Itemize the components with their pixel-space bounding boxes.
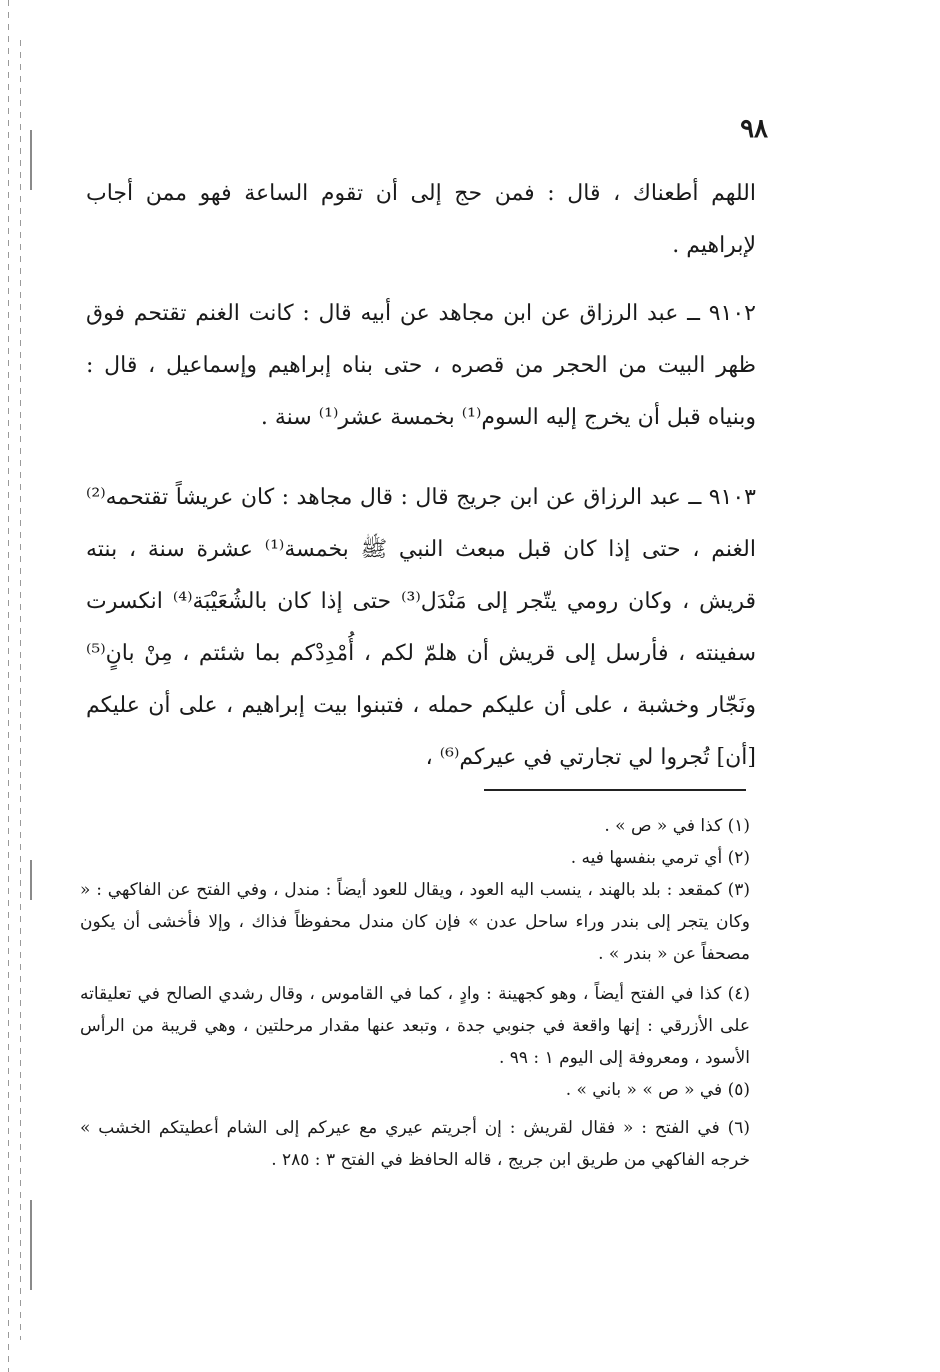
paragraph-hadith-9103: ٩١٠٣ ــ عبد الرزاق عن ابن جريج قال : قال مجاهد : كان عريشاً تقتحمه⁽²⁾ الغنم ، حتى إذا كان قبل مبعث النبي ﷺ بخمسة⁽¹⁾ عشرة سنة ، بنته قريش ، وكان رومي يتّجر إلى مَنْدَل⁽³⁾ حتى إذا كان بالشُعَيْبَة⁽⁴⁾ انكسرت سفينته ، فأرسل إلى قريش أن هلمّ لكم ، أُمْدِدْكم بما شئتم ، مِنْ بانٍ⁽⁵⁾ ونَجّار وخشبة ، على أن عليكم حمله ، فتبنوا بيت إبراهيم ، على أن عليكم [أن] تُجروا لي تجارتي في عيركم⁽⁶⁾ ، bbox=[86, 485, 756, 770]
paragraph-intro: اللهم أطعناك ، قال : فمن حج إلى أن تقوم الساعة فهو ممن أجاب لإبراهيم . bbox=[86, 181, 756, 258]
scan-edge-dash-line bbox=[8, 0, 9, 1372]
scan-edge-line bbox=[30, 130, 32, 190]
footnotes bbox=[80, 810, 750, 1176]
footnote-2: (٢) أي ترمي بنفسها فيه . bbox=[570, 848, 750, 868]
footnote-4: (٤) كذا في الفتح أيضاً ، وهو كجهينة : وادٍ ، كما في القاموس ، وقال رشدي الصالح في تعليقاته على الأزرقي : إنها واقعة في جنوبي جدة ، وتبعد عنها مقدار مرحلتين ، وهي قريبة من الرأس الأسود ، ومعروفة إلى اليوم ١ : ٩٩ . bbox=[80, 984, 750, 1068]
scan-edge-dash-line bbox=[20, 40, 21, 1340]
footnote-1: (١) كذا في « ص » . bbox=[604, 816, 750, 836]
footnote-5: (٥) في « ص » « باني » . bbox=[565, 1080, 750, 1100]
page-number: ٩٨ bbox=[740, 114, 768, 144]
scan-edge-line bbox=[30, 860, 32, 900]
footnote-separator bbox=[484, 789, 746, 791]
scan-edge-line bbox=[30, 1200, 32, 1290]
scan-edge-marks bbox=[0, 0, 44, 1372]
footnote-6: (٦) في الفتح : « فقال لقريش : إن أجريتم عيري مع عيركم إلى الشام أعطيتكم الخشب » خرجه الفاكهي من طريق ابن جريج ، قاله الحافظ في الفتح ٣ : ٢٨٥ . bbox=[80, 1118, 751, 1170]
main-text bbox=[86, 168, 756, 784]
footnote-3: (٣) كمقعد : بلد بالهند ، ينسب اليه العود ، ويقال للعود أيضاً : مندل ، وفي الفتح عن الفاكهي : « وكان يتجر إلى بندر وراء ساحل عدن » فإن كان مندل محفوظاً فذاك ، وإلا فأخشى أن يكون مصحفاً عن « بندر » . bbox=[80, 880, 750, 964]
paragraph-hadith-9102: ٩١٠٢ ــ عبد الرزاق عن ابن مجاهد عن أبيه قال : كانت الغنم تقتحم فوق ظهر البيت من الحجر من قصره ، حتى بناه إبراهيم وإسماعيل ، قال : وبنياه قبل أن يخرج إليه السوم⁽¹⁾ بخمسة عشر⁽¹⁾ سنة . bbox=[86, 301, 756, 430]
